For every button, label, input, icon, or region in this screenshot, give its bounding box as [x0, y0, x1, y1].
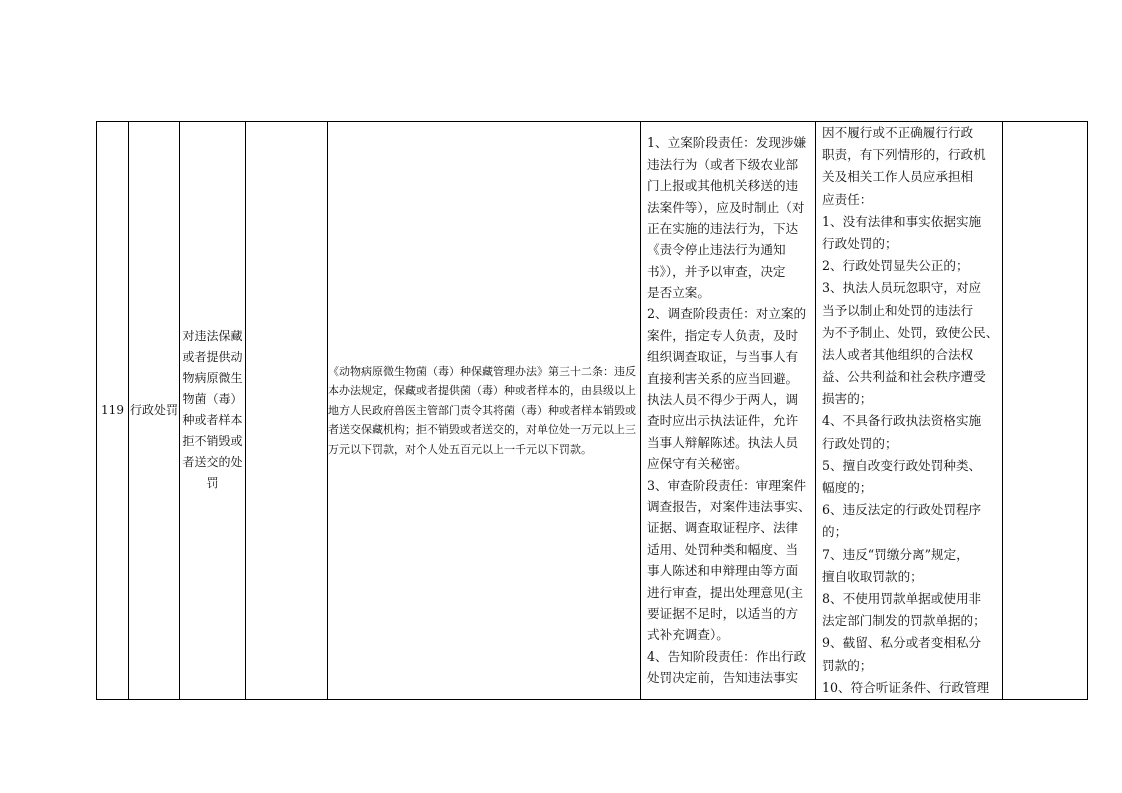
text-line: 《责令停止违法行为通知: [647, 242, 786, 258]
text-line: 当予以制止和处罚的违法行: [822, 302, 974, 318]
text-line: 要证据不足时，以适当的方: [647, 605, 799, 621]
text-line: 调查报告，对案件违法事实、: [647, 499, 811, 514]
text-line: 式补充调查）。: [647, 627, 729, 643]
text-line: 的；: [822, 524, 848, 540]
text-line: 查时应出示执法证件，允许: [647, 413, 799, 429]
text-line: 益、公共利益和社会秩序遭受: [822, 369, 986, 385]
text-line: 法定部门制发的罚款单据的；: [822, 613, 986, 629]
row-number: 119: [101, 403, 124, 418]
text-line: 书》），并予以审查，决定: [647, 263, 786, 279]
text-line: 8、不使用罚款单据或使用非: [822, 590, 982, 606]
text-line: 处罚决定前，告知违法事实: [647, 670, 799, 686]
text-line: 案件，指定专人负责，及时: [647, 327, 799, 343]
text-line: 事人陈述和申辩理由等方面: [647, 563, 799, 579]
text-line: 1、立案阶段责任：发现涉嫌: [647, 135, 807, 151]
text-line: 适用、处罚种类和幅度、当: [647, 541, 799, 557]
row-number-cell: [97, 122, 129, 700]
text-line: 行政处罚的；: [822, 435, 898, 451]
responsibility-text: [641, 132, 815, 688]
text-line: 3、执法人员玩忽职守，对应: [822, 280, 982, 296]
text-line: 10、符合听证条件、行政管理: [822, 679, 990, 695]
text-line: 组织调查取证，与当事人有: [647, 349, 799, 365]
item-name-text: 对违法保藏或者提供动物病原微生物菌（毒）种或者样本拒不销毁或者送交的处罚: [182, 329, 243, 491]
text-line: 4、告知阶段责任：作出行政: [647, 648, 807, 664]
text-line: 违法行为（或者下级农业部: [647, 156, 799, 172]
text-line: 幅度的；: [822, 480, 873, 495]
category-cell: [129, 122, 180, 700]
text-line: 应保守有关秘密。: [647, 456, 748, 472]
category-text: 行政处罚: [129, 402, 178, 417]
text-line: 进行审查，提出处理意见(主: [647, 584, 804, 600]
text-line: 法人或者其他组织的合法权: [822, 346, 974, 362]
remarks-cell: [1003, 122, 1088, 700]
text-line: 3、审查阶段责任：审理案件: [647, 477, 807, 493]
text-line: 7、违反“罚缴分离”规定，: [822, 546, 969, 562]
text-line: 关及相关工作人员应承担相: [822, 169, 974, 185]
text-line: 6、违反法定的行政处罚程序: [822, 502, 982, 518]
text-line: 直接利害关系的应当回避。: [647, 370, 799, 386]
accountability-text: [816, 122, 1002, 699]
item-name-cell: [180, 122, 246, 700]
accountability-cell: [816, 122, 1003, 700]
text-line: 执法人员不得少于两人，调: [647, 392, 799, 408]
responsibility-cell: [641, 122, 816, 700]
power-list-table: [96, 121, 1088, 700]
text-line: 损害的；: [822, 391, 873, 407]
text-line: 证据、调查取证程序、法律: [647, 520, 799, 536]
text-line: 行政处罚的；: [822, 235, 898, 251]
text-line: 应责任：: [822, 191, 873, 207]
text-line: 5、擅自改变行政处罚种类、: [822, 457, 982, 473]
text-line: 1、没有法律和事实依据实施: [822, 213, 982, 229]
text-line: 正在实施的违法行为，下达: [647, 220, 799, 236]
text-line: 因不履行或不正确履行行政: [822, 125, 974, 140]
text-line: 当事人辩解陈述。执法人员: [647, 434, 799, 450]
text-line: 9、截留、私分或者变相私分: [822, 635, 982, 651]
text-line: 2、调查阶段责任：对立案的: [647, 306, 807, 322]
text-line: 门上报或其他机关移送的违: [647, 178, 799, 194]
text-line: 罚款的；: [822, 657, 873, 673]
legal-basis-cell: [328, 122, 641, 700]
text-line: 为不予制止、处罚，致使公民、: [822, 324, 999, 340]
text-line: 4、不具备行政执法资格实施: [822, 413, 982, 429]
text-line: 2、行政处罚显失公正的；: [822, 258, 969, 274]
sub-item-cell: [246, 122, 328, 700]
text-line: 擅自收取罚款的；: [822, 568, 923, 584]
legal-basis-text: 《动物病原微生物菌（毒）种保藏管理办法》第三十二条：违反本办法规定，保藏或者提供菌（毒）种或者样本的，由县级以上地方人民政府兽医主管部门责令其将菌（毒）种或者样本销毁或者送交保藏机构；拒不销毁或者送交的，对单位处一万元以上三万元以下罚款，对个人处五百元以上一千元以下罚款。: [328, 364, 636, 456]
table-row: [97, 122, 1088, 700]
text-line: 是否立案。: [647, 285, 710, 301]
text-line: 法案件等），应及时制止（对: [647, 199, 805, 215]
text-line: 职责，有下列情形的，行政机: [822, 147, 986, 163]
